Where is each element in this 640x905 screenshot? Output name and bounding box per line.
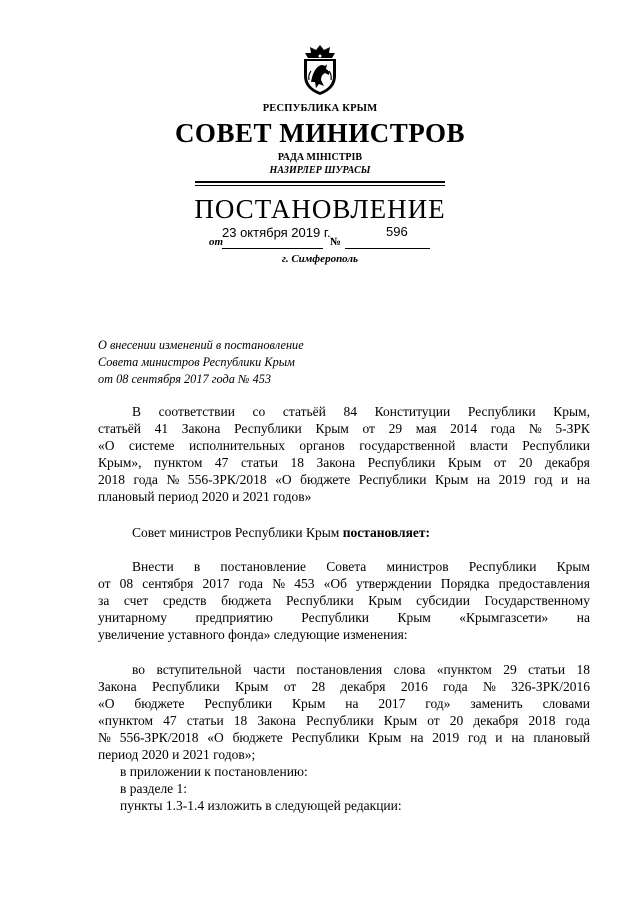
word: 326-ЗРК/2016 xyxy=(511,679,590,694)
word: «О xyxy=(98,696,115,711)
word: 2018 xyxy=(98,472,125,487)
word: Крым xyxy=(383,713,418,728)
word: 5-ЗРК xyxy=(555,421,590,436)
word: бюджете xyxy=(232,730,283,745)
text-line xyxy=(98,558,590,575)
word: № xyxy=(482,679,496,694)
word: «О xyxy=(207,730,224,745)
word: статьёй xyxy=(98,421,141,436)
header-rule-thick xyxy=(195,181,445,183)
crimean-tatar-title: НАЗИРЛЕР ШУРАСЫ xyxy=(269,165,371,176)
word: Крым», xyxy=(98,455,142,470)
text-line xyxy=(98,661,590,678)
word: «О xyxy=(275,472,292,487)
word: статьи xyxy=(240,455,278,470)
word: 453 xyxy=(294,576,315,591)
word: Совета xyxy=(326,559,367,574)
word: 18 xyxy=(576,662,590,677)
word: предприятию xyxy=(195,610,273,625)
word: Закона xyxy=(257,713,296,728)
word: 29 xyxy=(388,421,403,436)
word: в xyxy=(193,559,201,574)
word: Республики xyxy=(468,559,537,574)
date-label: от xyxy=(209,236,224,248)
word: Крым xyxy=(368,593,402,608)
word: декабря xyxy=(544,455,590,470)
text-line xyxy=(98,712,590,729)
text-line: период 2020 и 2021 годов»; xyxy=(98,747,256,762)
word: Республики xyxy=(306,713,374,728)
word: субсидии xyxy=(416,593,470,608)
word: Республики xyxy=(301,610,369,625)
word: года xyxy=(490,421,516,436)
word: статьёй xyxy=(282,404,326,419)
word: Республики xyxy=(522,438,590,453)
word: пунктом xyxy=(154,455,203,470)
text-line: в разделе 1: xyxy=(120,781,188,796)
word: унитарному xyxy=(98,610,168,625)
word: на xyxy=(511,730,525,745)
word: Крым xyxy=(435,472,469,487)
preamble-paragraph xyxy=(98,403,590,505)
word: 28 xyxy=(311,679,326,694)
word: 556-ЗРК/2018 xyxy=(187,472,267,487)
word: статьи xyxy=(186,713,224,728)
word: Республики xyxy=(204,696,273,711)
word: 2018 xyxy=(528,713,556,728)
word: Крым xyxy=(315,421,349,436)
word: Крым xyxy=(368,730,402,745)
text-line xyxy=(98,695,590,712)
word: средств xyxy=(162,593,207,608)
word: словами xyxy=(542,696,590,711)
number-label: № xyxy=(330,236,342,248)
word: исполнительных xyxy=(188,438,285,453)
word: плановый xyxy=(533,730,590,745)
decree-subject xyxy=(98,337,304,388)
word: Республики xyxy=(358,472,427,487)
word: Республики xyxy=(285,593,354,608)
word: системе xyxy=(128,438,175,453)
republic-name: РЕСПУБЛИКА КРЫМ xyxy=(262,103,378,114)
word: 18 xyxy=(290,455,304,470)
word: Крым xyxy=(292,696,326,711)
word: № xyxy=(528,421,542,436)
word: Крым xyxy=(447,455,482,470)
word: и xyxy=(495,730,503,745)
subject-line: Совета министров Республики Крым xyxy=(98,355,295,369)
word: Республики xyxy=(234,421,302,436)
word: 41 xyxy=(154,421,169,436)
subject-line: О внесении изменений в постановление xyxy=(98,338,304,352)
word: бюджете xyxy=(300,472,351,487)
word: В xyxy=(132,404,142,419)
word: 2014 xyxy=(450,421,478,436)
decree-title: ПОСТАНОВЛЕНИЕ xyxy=(194,194,446,224)
word: от xyxy=(283,679,297,694)
word: 2016 xyxy=(400,679,428,694)
ukrainian-title: РАДА МІНІСТРІВ xyxy=(277,152,363,163)
date-underline xyxy=(222,248,323,249)
word: Республики xyxy=(291,730,360,745)
word: от xyxy=(493,455,507,470)
word: Закона xyxy=(316,455,356,470)
word: 20 xyxy=(449,713,464,728)
word: Крым xyxy=(235,679,269,694)
council-of-ministers-title: СОВЕТ МИНИСТРОВ xyxy=(174,118,466,148)
word: на xyxy=(410,730,424,745)
text-line xyxy=(98,454,590,471)
word: бюджете xyxy=(134,696,185,711)
text-line xyxy=(98,729,590,746)
word: 2019 xyxy=(498,472,526,487)
word: постановления xyxy=(296,662,383,677)
crimea-coat-of-arms-emblem xyxy=(299,44,341,96)
word: Закона xyxy=(98,679,137,694)
word: государственной xyxy=(359,438,456,453)
word: органов xyxy=(299,438,345,453)
word: № xyxy=(272,576,286,591)
word: вступительной xyxy=(156,662,242,677)
word: года xyxy=(565,713,590,728)
text-line xyxy=(98,678,590,695)
text-line xyxy=(98,471,590,488)
word: Порядка xyxy=(440,576,490,591)
word: на xyxy=(576,472,590,487)
word: предоставления xyxy=(498,576,590,591)
word: 20 xyxy=(518,455,533,470)
word: год» xyxy=(425,696,451,711)
word: «пунктом xyxy=(98,713,154,728)
word: от xyxy=(98,576,111,591)
word: Государственному xyxy=(484,593,590,608)
word: на xyxy=(576,610,590,625)
word: Внести xyxy=(132,559,174,574)
word: министров xyxy=(386,559,449,574)
subject-line: от 08 сентября 2017 года № 453 xyxy=(98,372,272,386)
text-line: в приложении к постановлению: xyxy=(120,764,308,779)
word: 556-ЗРК/2018 xyxy=(119,730,199,745)
text-line xyxy=(98,609,590,626)
text-line: пункты 1.3-1.4 изложить в следующей редакции: xyxy=(120,798,402,813)
text-line xyxy=(98,437,590,454)
word: Республики xyxy=(467,404,536,419)
word: года xyxy=(133,472,158,487)
word: 2017 xyxy=(378,696,406,711)
word: 84 xyxy=(343,404,358,419)
word: «Об xyxy=(323,576,347,591)
resolution-text: Совет министров Республики Крым xyxy=(132,525,343,540)
city-name: г. Симферополь xyxy=(281,253,359,265)
word: от xyxy=(427,713,440,728)
text-line: увеличение уставного фонда» следующие изменения: xyxy=(98,627,408,642)
word: от xyxy=(362,421,375,436)
word: бюджета xyxy=(221,593,272,608)
word: счет xyxy=(123,593,149,608)
text-line xyxy=(98,403,590,420)
word: со xyxy=(252,404,266,419)
text-line: плановый период 2020 и 2021 годов» xyxy=(98,489,312,504)
word: 47 xyxy=(214,455,229,470)
word: 08 xyxy=(119,576,134,591)
word: за xyxy=(98,593,110,608)
decree-number: 596 xyxy=(386,224,408,239)
word: декабря xyxy=(340,679,386,694)
resolution-line xyxy=(98,524,590,541)
word: сентября xyxy=(142,576,194,591)
word: года xyxy=(443,679,468,694)
word: 2019 xyxy=(432,730,460,745)
word: 2017 xyxy=(202,576,230,591)
word: власти xyxy=(469,438,508,453)
word: год xyxy=(534,472,553,487)
word: слова xyxy=(393,662,426,677)
word: декабря xyxy=(473,713,519,728)
word: соответствии xyxy=(158,404,235,419)
word: Республики xyxy=(367,455,436,470)
amendment-paragraph xyxy=(98,558,590,643)
word: Крым xyxy=(556,559,590,574)
word: на xyxy=(345,696,359,711)
word: 47 xyxy=(163,713,177,728)
word: постановление xyxy=(220,559,307,574)
number-underline xyxy=(345,248,430,249)
word: статьи xyxy=(528,662,566,677)
word: Закона xyxy=(181,421,221,436)
word: во xyxy=(132,662,146,677)
word: Конституции xyxy=(374,404,451,419)
word: № xyxy=(166,472,180,487)
word: год xyxy=(468,730,487,745)
word: Республики xyxy=(151,679,220,694)
header-rule-thin xyxy=(195,185,445,186)
decree-date: 23 октября 2019 г. xyxy=(222,225,331,240)
word: 29 xyxy=(503,662,517,677)
word: № xyxy=(98,730,111,745)
text-line xyxy=(98,420,590,437)
text-line xyxy=(98,575,590,592)
word: «О xyxy=(98,438,115,453)
word: «Крымгазсети» xyxy=(459,610,549,625)
amendment-details-paragraph xyxy=(98,661,590,814)
word: заменить xyxy=(470,696,523,711)
word: мая xyxy=(415,421,437,436)
word: «пунктом xyxy=(436,662,492,677)
word: на xyxy=(476,472,491,487)
word: года xyxy=(238,576,264,591)
word: и xyxy=(561,472,569,487)
word: утверждении xyxy=(356,576,432,591)
word: 18 xyxy=(233,713,248,728)
text-line xyxy=(98,592,590,609)
word: Крым, xyxy=(553,404,590,419)
word: Крым xyxy=(397,610,431,625)
resolution-keyword: постановляет: xyxy=(342,525,431,540)
word: части xyxy=(253,662,285,677)
